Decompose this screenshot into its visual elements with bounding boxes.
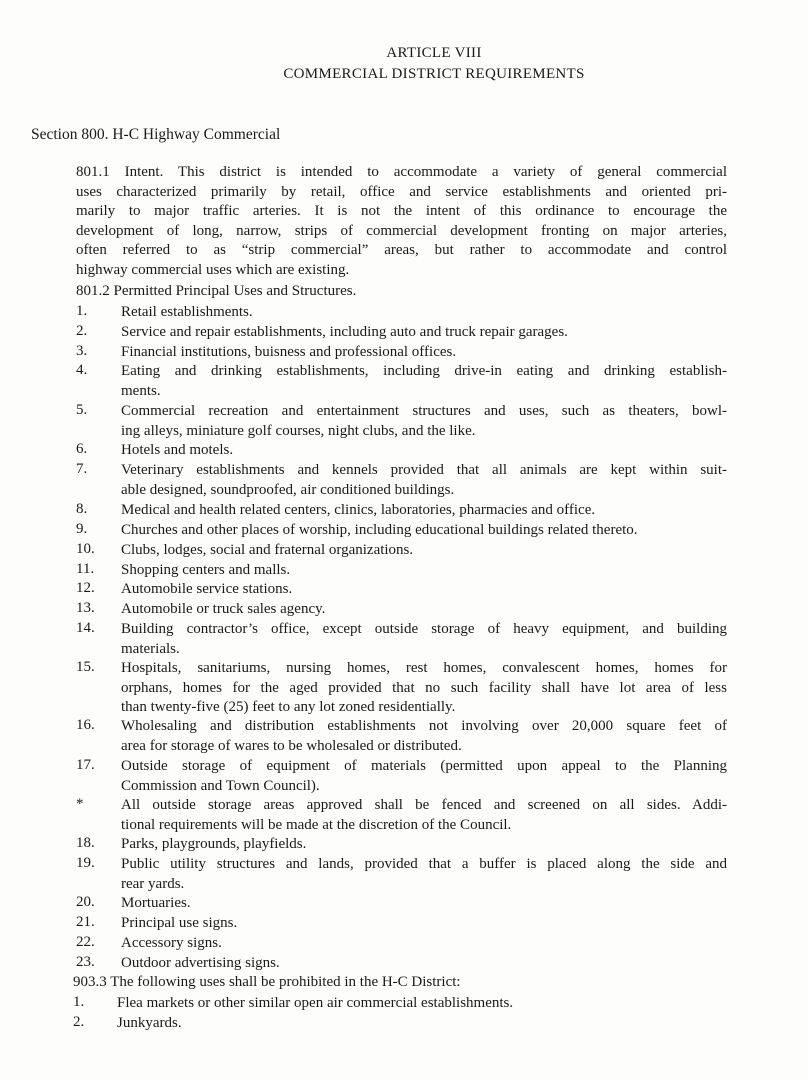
list-item-line: Clubs, lodges, social and fraternal organizations. <box>121 542 414 558</box>
list-item <box>121 659 727 718</box>
list-item <box>121 600 727 620</box>
list-item <box>121 521 727 541</box>
list-item-line: Commercial recreation and entertainment structures and uses, such as theaters, bowl- <box>121 403 727 419</box>
list-item <box>121 855 727 894</box>
list-item-line: Accessory signs. <box>121 935 222 951</box>
item-number: 9. <box>76 521 88 537</box>
list-item <box>121 343 727 363</box>
list-item-line: Automobile or truck sales agency. <box>121 601 326 617</box>
intent-line: 801.1 Intent. This district is intended to accommodate a variety of general commercial <box>76 164 727 180</box>
list-item <box>121 501 727 521</box>
item-number: 4. <box>76 362 88 378</box>
item-number: * <box>76 796 84 812</box>
list-item-line: Churches and other places of worship, including educational buildings related thereto. <box>121 522 638 538</box>
item-number: 11. <box>76 561 95 577</box>
intent-line: marily to major traffic arteries. It is not the intent of this ordinance to encourage the <box>76 203 727 220</box>
intent-paragraph <box>76 163 727 281</box>
list-item <box>121 796 727 835</box>
item-number: 21. <box>76 914 95 930</box>
list-item-line: Principal use signs. <box>121 915 238 931</box>
list-item-line: Wholesaling and distribution establishments not involving over 20,000 square feet of <box>121 718 727 734</box>
list-item-line: All outside storage areas approved shall be fenced and screened on all sides. Addi- <box>121 797 727 813</box>
list-item-line: rear yards. <box>121 875 185 892</box>
list-item-line: Hotels and motels. <box>121 442 234 458</box>
list-item-line: Medical and health related centers, clinics, laboratories, pharmacies and office. <box>121 502 596 518</box>
list-item <box>121 323 727 343</box>
list-item <box>121 461 727 500</box>
item-number: 19. <box>76 855 95 871</box>
list-item-line: tional requirements will be made at the discretion of the Council. <box>121 816 512 833</box>
prohibited-heading: 903.3 The following uses shall be prohibited in the H-C District: <box>73 974 461 990</box>
item-number: 5. <box>76 402 88 418</box>
list-item <box>121 914 727 934</box>
list-item <box>121 717 727 756</box>
list-item-line: Outdoor advertising signs. <box>121 955 280 971</box>
list-item-line: Retail establishments. <box>121 304 253 320</box>
list-item-line: Outside storage of equipment of materials (permitted upon appeal to the Planning <box>121 758 727 774</box>
list-item-line: Service and repair establishments, including auto and truck repair garages. <box>121 324 568 340</box>
item-number: 3. <box>76 343 88 359</box>
section-title: Section 800. H-C Highway Commercial <box>31 126 281 143</box>
list-item <box>121 303 727 323</box>
list-item <box>121 580 727 600</box>
item-number: 15. <box>76 659 95 675</box>
list-item <box>121 620 727 659</box>
list-item <box>121 835 727 855</box>
list-item <box>121 561 727 581</box>
list-item <box>121 441 727 461</box>
article-title: ARTICLE VIII <box>386 45 482 61</box>
article-subtitle: COMMERCIAL DISTRICT REQUIREMENTS <box>283 66 585 82</box>
item-number: 6. <box>76 441 88 457</box>
list-item-line: Veterinary establishments and kennels provided that all animals are kept within suit- <box>121 462 727 478</box>
item-number: 16. <box>76 717 95 733</box>
list-item-line: ing alleys, miniature golf courses, night clubs, and the like. <box>121 422 476 439</box>
list-item-line: Mortuaries. <box>121 895 191 911</box>
list-item-line: Building contractor’s office, except outside storage of heavy equipment, and building <box>121 621 727 637</box>
item-number: 17. <box>76 757 95 773</box>
item-number: 7. <box>76 461 88 477</box>
item-number: 18. <box>76 835 95 851</box>
item-number: 12. <box>76 580 95 596</box>
list-item <box>117 994 723 1014</box>
list-item <box>121 402 727 441</box>
intent-line: uses characterized primarily by retail, office and service establishments and oriented pri- <box>76 183 727 200</box>
list-item <box>121 934 727 954</box>
list-item-line: Public utility structures and lands, provided that a buffer is placed along the side and <box>121 856 727 872</box>
intent-line: development of long, narrow, strips of commercial development fronting on major arteries, <box>76 222 727 239</box>
list-item <box>121 757 727 796</box>
intent-line: often referred to as “strip commercial” areas, but rather to accommodate and control <box>76 242 727 259</box>
list-item-line: orphans, homes for the aged provided that no such facility shall have lot area of less <box>121 679 727 696</box>
list-item-line: able designed, soundproofed, air conditioned buildings. <box>121 481 455 498</box>
list-item <box>117 1014 723 1034</box>
item-number: 20. <box>76 894 95 910</box>
list-item-line: Eating and drinking establishments, including drive-in eating and drinking establish- <box>121 363 727 379</box>
item-number: 1. <box>76 303 88 319</box>
item-number: 8. <box>76 501 88 517</box>
permitted-heading: 801.2 Permitted Principal Uses and Structures. <box>76 283 357 299</box>
item-number: 13. <box>76 600 95 616</box>
list-item-line: ments. <box>121 382 161 399</box>
item-number: 23. <box>76 954 95 970</box>
item-number: 22. <box>76 934 95 950</box>
list-item-line: Shopping centers and malls. <box>121 562 291 578</box>
intent-line: highway commercial uses which are existing. <box>76 261 350 278</box>
list-item-line: Junkyards. <box>117 1015 182 1031</box>
item-number: 1. <box>73 994 85 1010</box>
list-item-line: Hospitals, sanitariums, nursing homes, rest homes, convalescent homes, homes for <box>121 660 727 676</box>
list-item <box>121 954 727 974</box>
list-item <box>121 362 727 401</box>
list-item <box>121 894 727 914</box>
list-item-line: materials. <box>121 640 180 657</box>
list-item-line: Automobile service stations. <box>121 581 293 597</box>
list-item-line: Financial institutions, buisness and professional offices. <box>121 344 457 360</box>
item-number: 10. <box>76 541 95 557</box>
list-item-line: than twenty-five (25) feet to any lot zoned residentially. <box>121 699 456 716</box>
item-number: 14. <box>76 620 95 636</box>
list-item-line: area for storage of wares to be wholesaled or distributed. <box>121 737 462 754</box>
list-item-line: Flea markets or other similar open air commercial establishments. <box>117 995 514 1011</box>
item-number: 2. <box>73 1014 85 1030</box>
list-item-line: Commission and Town Council). <box>121 777 320 794</box>
list-item-line: Parks, playgrounds, playfields. <box>121 836 307 852</box>
item-number: 2. <box>76 323 88 339</box>
list-item <box>121 541 727 561</box>
